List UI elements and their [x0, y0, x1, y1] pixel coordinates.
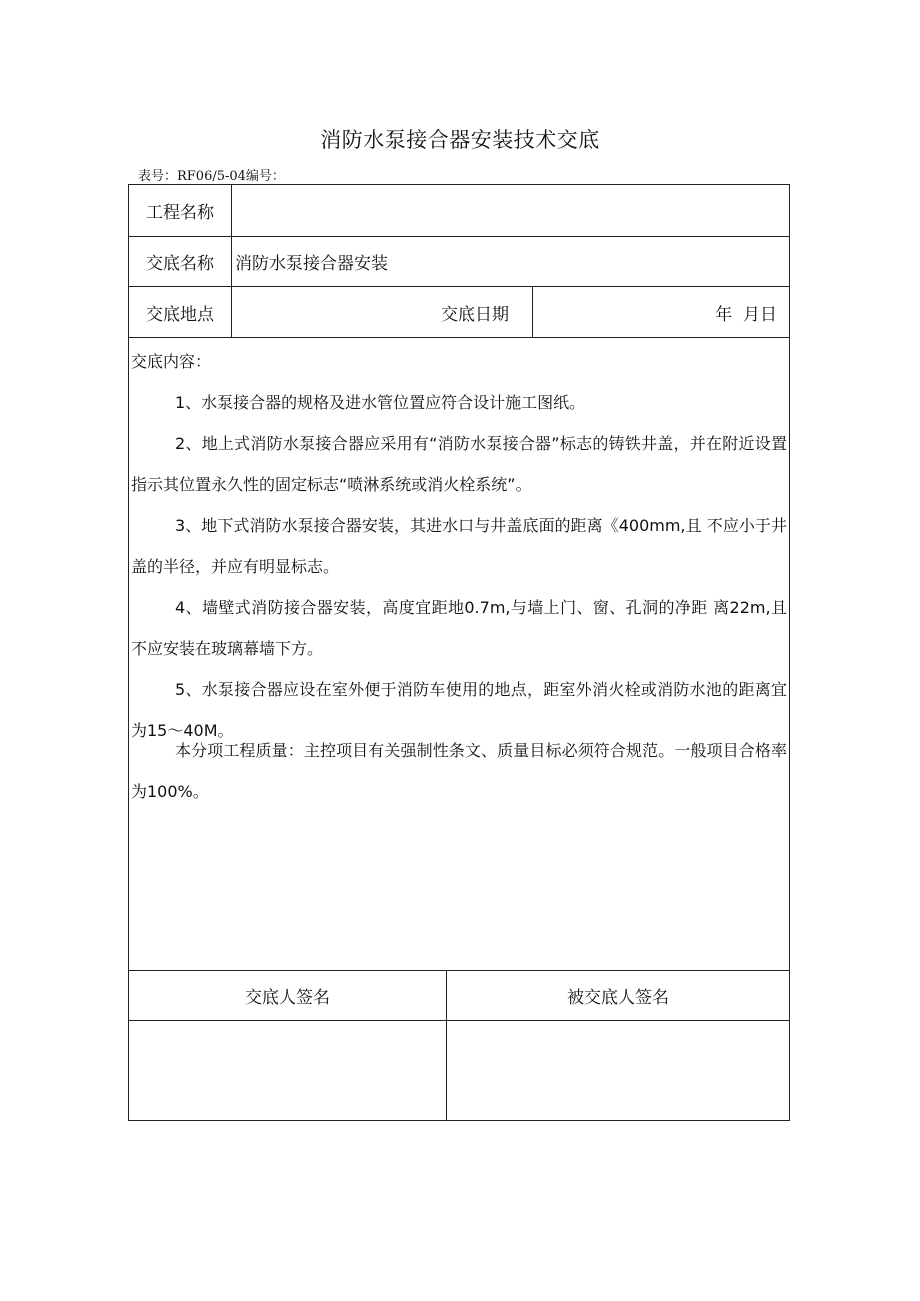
project-name-label: 工程名称	[146, 203, 214, 223]
document-title: 消防水泵接合器安装技术交底	[320, 128, 600, 152]
discloser-signature-field[interactable]	[129, 1021, 446, 1120]
content-heading: 交底内容：	[131, 352, 212, 371]
project-name-field[interactable]	[232, 185, 790, 236]
disclosure-form-table	[128, 184, 790, 1121]
date-label: 交底日期	[441, 304, 509, 325]
content-paragraph: 1、水泵接合器的规格及进水管位置应符合设计施工图纸。	[175, 393, 586, 412]
content-paragraph: 3、地下式消防水泵接合器安装，其进水口与井盖底面的距离《400mm,且 不应小于井盖的半径，并应有明显标志。	[131, 516, 787, 576]
place-date-row	[129, 287, 789, 337]
quality-paragraph: 本分项工程质量：主控项目有关强制性条文、质量目标必须符合规范。一般项目合格率为100%。	[131, 741, 787, 801]
place-field[interactable]	[232, 287, 422, 337]
signature-row	[129, 1021, 789, 1120]
disclosure-name-row	[129, 237, 789, 287]
form-number: 表号：RF06/5-04编号：	[138, 169, 285, 184]
disclosure-name-label: 交底名称	[146, 254, 214, 274]
place-label: 交底地点	[146, 304, 214, 325]
disclosure-name-field[interactable]: 消防水泵接合器安装	[235, 254, 388, 274]
content-paragraph: 4、墙壁式消防接合器安装，高度宜距地0.7m,与墙上门、窗、孔洞的净距 离22m,且不应安装在玻璃幕墙下方。	[131, 598, 787, 658]
disclosure-content	[129, 337, 789, 971]
receiver-signature-label: 被交底人签名	[567, 988, 669, 1008]
discloser-signature-label: 交底人签名	[245, 988, 330, 1008]
project-name-row	[129, 185, 789, 237]
signature-header-row	[129, 971, 789, 1021]
content-paragraph: 5、水泵接合器应设在室外便于消防车使用的地点，距室外消火栓或消防水池的距离宜为15～40M。	[131, 680, 787, 740]
date-field[interactable]: 年 月日	[715, 304, 777, 325]
content-paragraph: 2、地上式消防水泵接合器应采用有“消防水泵接合器”标志的铸铁井盖，并在附近设置指示其位置永久性的固定标志“喷淋系统或消火栓系统”。	[131, 434, 787, 494]
receiver-signature-field[interactable]	[447, 1021, 789, 1120]
